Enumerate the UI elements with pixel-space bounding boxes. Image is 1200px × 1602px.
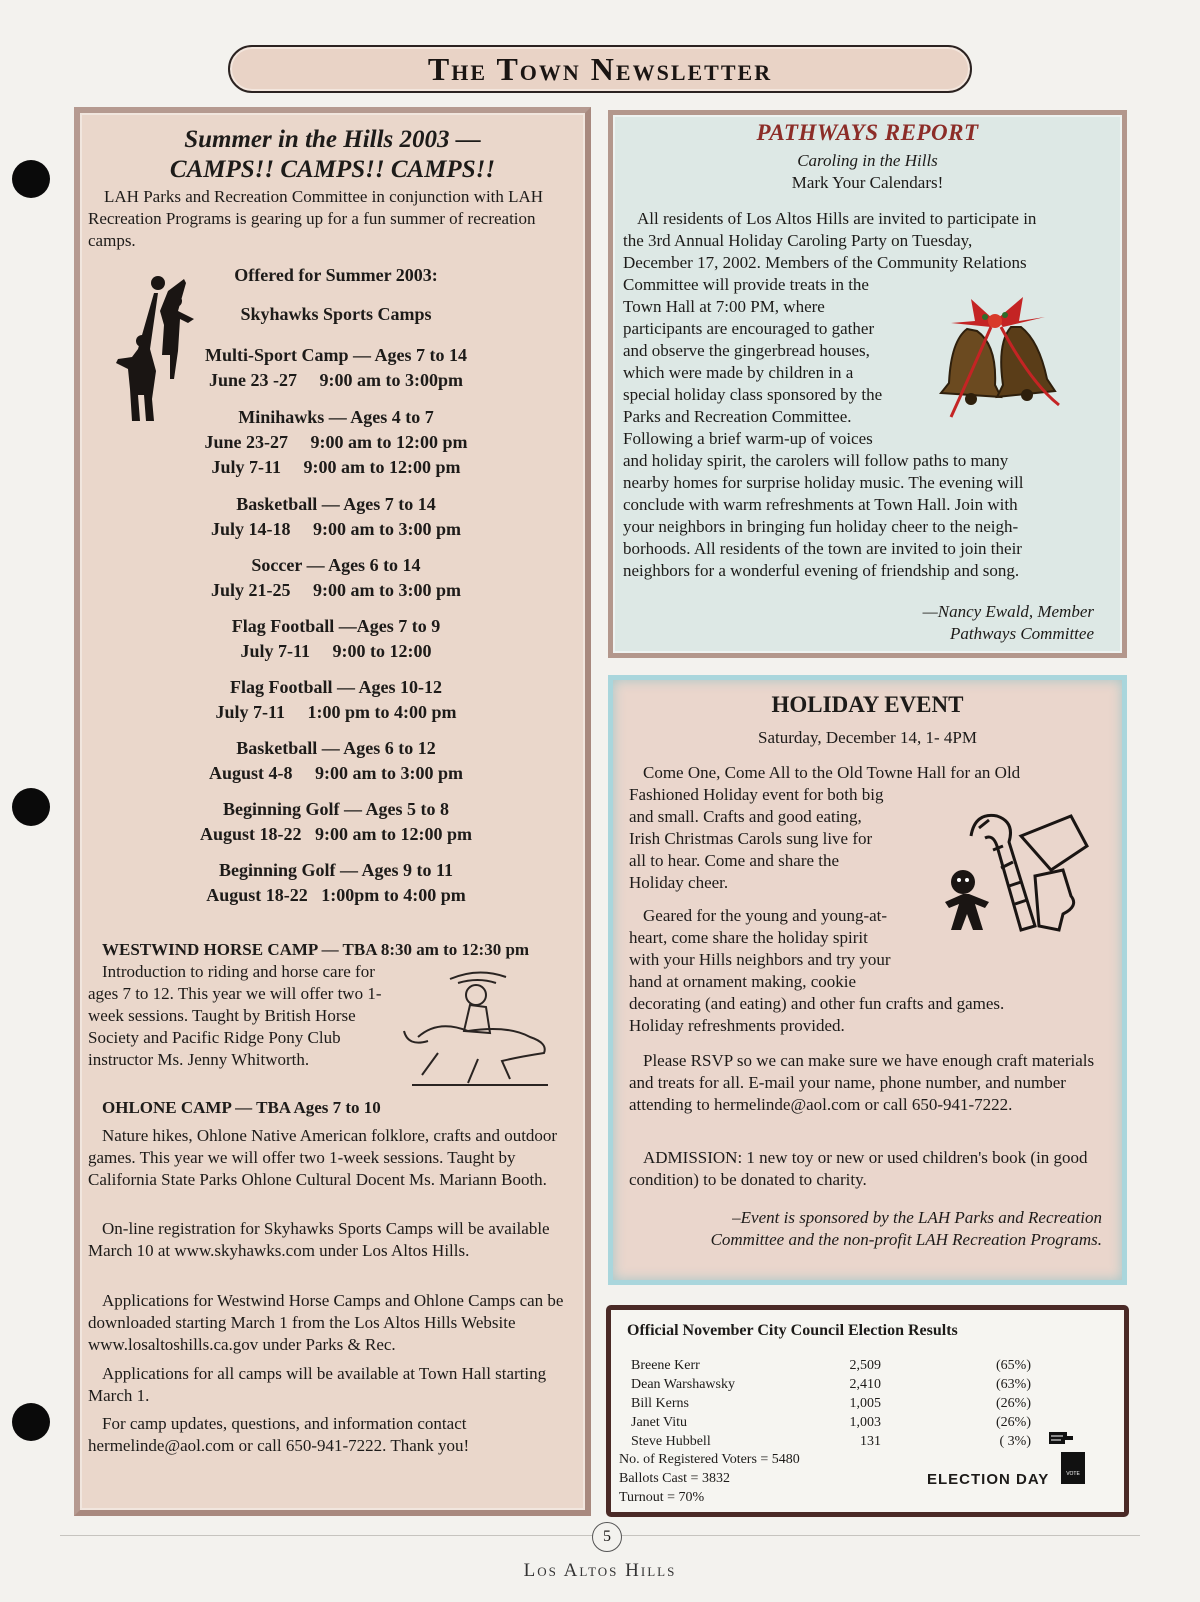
turnout: Turnout = 70%: [619, 1490, 705, 1505]
pathways-subtitle: Caroling in the Hills: [797, 151, 938, 170]
registered-voters: No. of Registered Voters = 5480: [619, 1452, 800, 1467]
holiday-paragraph-line: Come One, Come All to the Old Towne Hall for an Old: [643, 763, 1021, 782]
pathways-body-line: and observe the gingerbread houses,: [623, 341, 870, 360]
result-row: [631, 1356, 1031, 1375]
holiday-crafts-icon: [931, 806, 1091, 934]
result-row: [631, 1375, 1031, 1394]
pathways-body-line: special holiday class sponsored by the: [623, 385, 883, 404]
result-row: [631, 1432, 1031, 1451]
pathways-body-line: and holiday spirit, the carolers will follow paths to many: [623, 451, 1009, 470]
newsletter-masthead: The Town Newsletter: [228, 45, 972, 93]
pathways-body-line: Parks and Recreation Committee.: [623, 407, 852, 426]
pathways-body-line: neighbors for a wonderful evening of friendship and song.: [623, 561, 1020, 580]
camp-session-dates: August 18-22 9:00 am to 12:00 pm: [200, 824, 472, 844]
camp-session: [180, 343, 492, 393]
westwind-heading: WESTWIND HORSE CAMP — TBA 8:30 am to 12:30 pm: [102, 940, 530, 959]
pathways-body-line: nearby homes for surprise holiday music. The evening will: [623, 473, 1024, 492]
ohlone-text: Nature hikes, Ohlone Native American folklore, crafts and outdoor games. This year we will offer two 1-week sessions. Taught by California State Parks Ohlone Cultural Docent Ms. Mariann Booth.: [88, 1126, 558, 1189]
ballots-cast: Ballots Cast = 3832: [619, 1471, 730, 1486]
result-row: [631, 1413, 1031, 1432]
camp-session-dates: July 21-25 9:00 am to 3:00 pm: [211, 580, 461, 600]
pathways-signature-committee: Pathways Committee: [949, 624, 1094, 643]
candidate-name: Janet Vitu: [631, 1414, 688, 1430]
election-title: Official November City Council Election Results: [627, 1322, 958, 1339]
pathways-body-line: Following a brief warm-up of voices: [623, 429, 873, 448]
election-day-label: ELECTION DAY: [927, 1471, 1050, 1488]
pathways-body-line: conclude with warm refreshments at Town Hall. Join with: [623, 495, 1018, 514]
holiday-paragraph-line: heart, come share the holiday spirit: [629, 928, 868, 947]
footer-town-name: Los Altos Hills: [523, 1560, 677, 1581]
candidate-percent: (26%): [996, 1395, 1031, 1411]
holiday-admission: ADMISSION: 1 new toy or new or used children's book (in good condition) to be donated to charity.: [629, 1148, 1088, 1189]
online-registration-text: On-line registration for Skyhawks Sports Camps will be available March 10 at www.skyhawks.com under Los Altos Hills.: [88, 1219, 550, 1260]
contact-text: For camp updates, questions, and information contact hermelinde@aol.com or call 650-941-7222. Thank you!: [88, 1414, 470, 1455]
punch-hole: [12, 160, 50, 198]
page-number: 5: [592, 1522, 622, 1552]
camp-session-name: Beginning Golf — Ages 9 to 11: [218, 860, 454, 880]
candidate-name: Dean Warshawsky: [631, 1376, 735, 1392]
pathways-body-line: December 17, 2002. Members of the Community Relations: [623, 253, 1027, 272]
camp-session: [180, 553, 492, 603]
holiday-paragraph-line: all to hear. Come and share the: [629, 851, 840, 870]
holiday-title: HOLIDAY EVENT: [771, 692, 964, 717]
ballot-box-label: VOTE: [1066, 1471, 1080, 1477]
election-results-table: [631, 1356, 1031, 1451]
candidate-votes: 2,410: [849, 1376, 881, 1392]
hand-ballot-icon: [1047, 1428, 1075, 1446]
camp-session-dates: July 14-18 9:00 am to 3:00 pm: [211, 519, 461, 539]
candidate-percent: ( 3%): [999, 1433, 1031, 1449]
holiday-rsvp: Please RSVP so we can make sure we have enough craft materials and treats for all. E-mail your name, phone number, and number attending to hermelinde@aol.com or call 650-941-7222.: [629, 1051, 1095, 1114]
camp-session: [180, 405, 492, 480]
candidate-votes: 1,005: [849, 1395, 881, 1411]
holiday-sponsor-line1: –Event is sponsored by the LAH Parks and Recreation: [732, 1208, 1102, 1227]
camp-session-name: Soccer — Ages 6 to 14: [251, 555, 421, 575]
skyhawks-heading: Skyhawks Sports Camps: [240, 304, 432, 324]
holiday-sponsor-line2: Committee and the non-profit LAH Recreation Programs.: [710, 1230, 1102, 1249]
candidate-name: Breene Kerr: [631, 1357, 700, 1373]
holiday-paragraph-line: with your Hills neighbors and try your: [629, 950, 891, 969]
result-row: [631, 1394, 1031, 1413]
camp-session-dates: June 23 -27 9:00 am to 3:00pm: [209, 370, 463, 390]
pathways-body-line: your neighbors in bringing fun holiday cheer to the neigh-: [623, 517, 1019, 536]
westwind-text: Introduction to riding and horse care for ages 7 to 12. This year we will offer two 1-week sessions. Taught by British Horse Society and Pacific Ridge Pony Club instructor Ms. Jenny Whitworth.: [88, 962, 382, 1069]
pathways-body-line: All residents of Los Altos Hills are invited to participate in: [637, 209, 1037, 228]
candidate-percent: (65%): [996, 1357, 1031, 1373]
holiday-event-panel: [608, 675, 1127, 1285]
camps-title: Summer in the Hills 2003 —: [184, 126, 481, 153]
camp-session: [180, 614, 492, 664]
ballot-box-icon: [1061, 1452, 1085, 1484]
holiday-paragraph-line: Holiday cheer.: [629, 873, 729, 892]
candidate-votes: 1,003: [849, 1414, 881, 1430]
camp-session-name: Flag Football — Ages 10-12: [230, 677, 442, 697]
holiday-paragraph-line: hand at ornament making, cookie: [629, 972, 857, 991]
camp-session-dates: July 7-11 9:00 am to 12:00 pm: [211, 457, 461, 477]
pathways-body-line: borhoods. All residents of the town are invited to join their: [623, 539, 1022, 558]
holiday-paragraph-line: decorating (and eating) and other fun crafts and games.: [629, 994, 1005, 1013]
pathways-body-line: participants are encouraged to gather: [623, 319, 875, 338]
camps-subtitle: CAMPS!! CAMPS!! CAMPS!!: [169, 156, 496, 183]
pathways-body-line: which were made by children in a: [623, 363, 854, 382]
ohlone-heading: OHLONE CAMP — TBA Ages 7 to 10: [102, 1098, 381, 1117]
camps-intro: LAH Parks and Recreation Committee in conjunction with LAH Recreation Programs is gearing up for a fun summer of recreation camps.: [88, 187, 544, 250]
pathways-title: PATHWAYS REPORT: [756, 120, 979, 145]
holiday-paragraph-line: Fashioned Holiday event for both big: [629, 785, 884, 804]
holiday-date: Saturday, December 14, 1- 4PM: [758, 728, 977, 747]
holiday-bells-icon: [931, 293, 1076, 421]
camp-session-dates: July 7-11 1:00 pm to 4:00 pm: [215, 702, 457, 722]
holiday-paragraph-line: Geared for the young and young-at-: [643, 906, 888, 925]
offered-heading: Offered for Summer 2003:: [234, 265, 438, 285]
candidate-name: Bill Kerns: [631, 1395, 689, 1411]
camp-session-dates: June 23-27 9:00 am to 12:00 pm: [204, 432, 468, 452]
applications-text: Applications for Westwind Horse Camps and Ohlone Camps can be downloaded starting March 1 from the Los Altos Hills Website www.losaltoshills.ca.gov under Parks & Rec.: [88, 1291, 564, 1354]
punch-hole: [12, 788, 50, 826]
horse-rider-icon: [398, 961, 558, 1093]
pathways-body-line: Town Hall at 7:00 PM, where: [623, 297, 825, 316]
candidate-votes: 2,509: [849, 1357, 881, 1373]
holiday-paragraph-line: Holiday refreshments provided.: [629, 1016, 845, 1035]
punch-hole: [12, 1403, 50, 1441]
camps-panel: [74, 107, 591, 1516]
camp-session: [180, 675, 492, 725]
candidate-name: Steve Hubbell: [631, 1433, 711, 1449]
applications-all-text: Applications for all camps will be available at Town Hall starting March 1.: [88, 1364, 547, 1405]
holiday-paragraph-line: and small. Crafts and good eating,: [629, 807, 862, 826]
pathways-subtitle2: Mark Your Calendars!: [791, 173, 944, 192]
camp-session: [180, 492, 492, 542]
camp-session-dates: August 18-22 1:00pm to 4:00 pm: [206, 885, 466, 905]
candidate-percent: (63%): [996, 1376, 1031, 1392]
pathways-body-line: Committee will provide treats in the: [623, 275, 869, 294]
camp-session-dates: July 7-11 9:00 to 12:00: [240, 641, 432, 661]
camp-session-dates: August 4-8 9:00 am to 3:00 pm: [209, 763, 463, 783]
camp-session: [180, 858, 492, 908]
pathways-body-line: the 3rd Annual Holiday Caroling Party on Tuesday,: [623, 231, 973, 250]
camp-session-name: Beginning Golf — Ages 5 to 8: [222, 799, 450, 819]
candidate-votes: 131: [860, 1433, 881, 1449]
pathways-panel: [608, 110, 1127, 658]
camp-session-name: Basketball — Ages 6 to 12: [236, 738, 436, 758]
candidate-percent: (26%): [996, 1414, 1031, 1430]
holiday-paragraph-line: Irish Christmas Carols sung live for: [629, 829, 873, 848]
camp-session-name: Minihawks — Ages 4 to 7: [238, 407, 434, 427]
camp-session-name: Flag Football —Ages 7 to 9: [231, 616, 441, 636]
camp-session-name: Multi-Sport Camp — Ages 7 to 14: [205, 345, 467, 365]
camp-session: [180, 736, 492, 786]
camp-session: [180, 797, 492, 847]
pathways-signature-name: —Nancy Ewald, Member: [922, 602, 1094, 621]
camp-session-name: Basketball — Ages 7 to 14: [236, 494, 436, 514]
election-results-panel: [606, 1305, 1129, 1517]
